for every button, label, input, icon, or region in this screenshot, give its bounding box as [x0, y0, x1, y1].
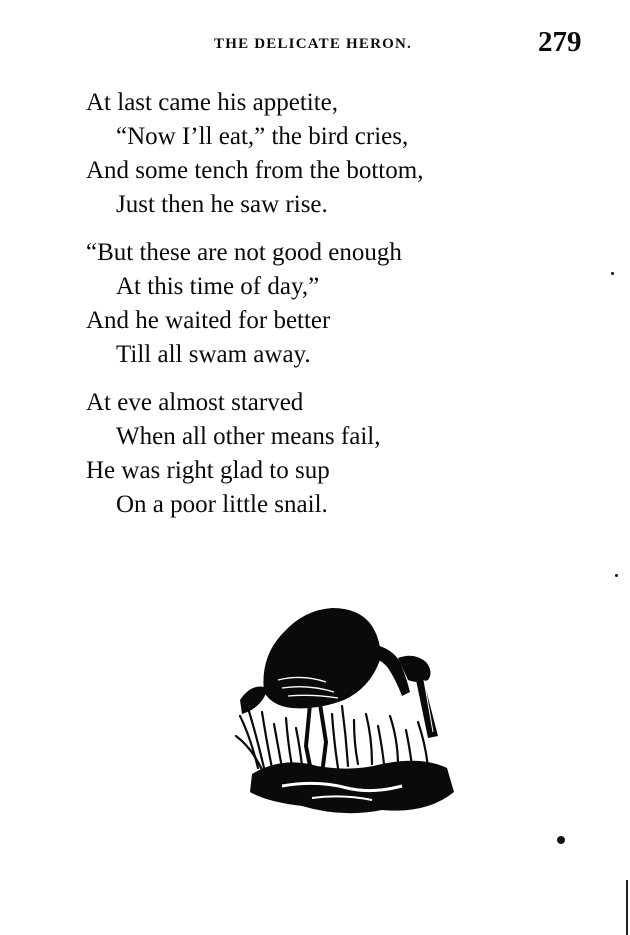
poem-line: Just then he saw rise. — [116, 191, 328, 218]
poem-line: And he waited for better — [86, 307, 331, 334]
print-speck — [557, 836, 565, 844]
page-number: 279 — [538, 26, 582, 58]
poem-line: “But these are not good enough — [86, 239, 402, 266]
heron-tail — [240, 687, 268, 715]
poem-line: He was right glad to sup — [86, 457, 330, 484]
print-speck — [615, 574, 618, 577]
page-edge-mark — [626, 880, 628, 935]
poem-line: At last came his appetite, — [86, 89, 339, 116]
poem — [0, 86, 630, 536]
heron-legs — [306, 704, 326, 776]
poem-line: At eve almost starved — [86, 389, 304, 416]
heron-woodcut-icon — [222, 596, 462, 826]
poem-line: At this time of day,” — [116, 273, 320, 300]
print-speck — [611, 272, 614, 275]
poem-line: On a poor little snail. — [116, 491, 328, 518]
running-title: THE DELICATE HERON. — [214, 36, 412, 52]
poem-line: When all other means fail, — [116, 423, 381, 450]
ground-shape — [250, 761, 454, 813]
stanza-1 — [0, 86, 630, 222]
poem-line: Till all swam away. — [116, 341, 311, 368]
heron-body — [263, 608, 380, 708]
poem-line: “Now I’ll eat,” the bird cries, — [116, 123, 409, 150]
reeds — [236, 706, 428, 770]
poem-line: And some tench from the bottom, — [86, 157, 424, 184]
stanza-2 — [0, 236, 630, 372]
stanza-3 — [0, 386, 630, 522]
